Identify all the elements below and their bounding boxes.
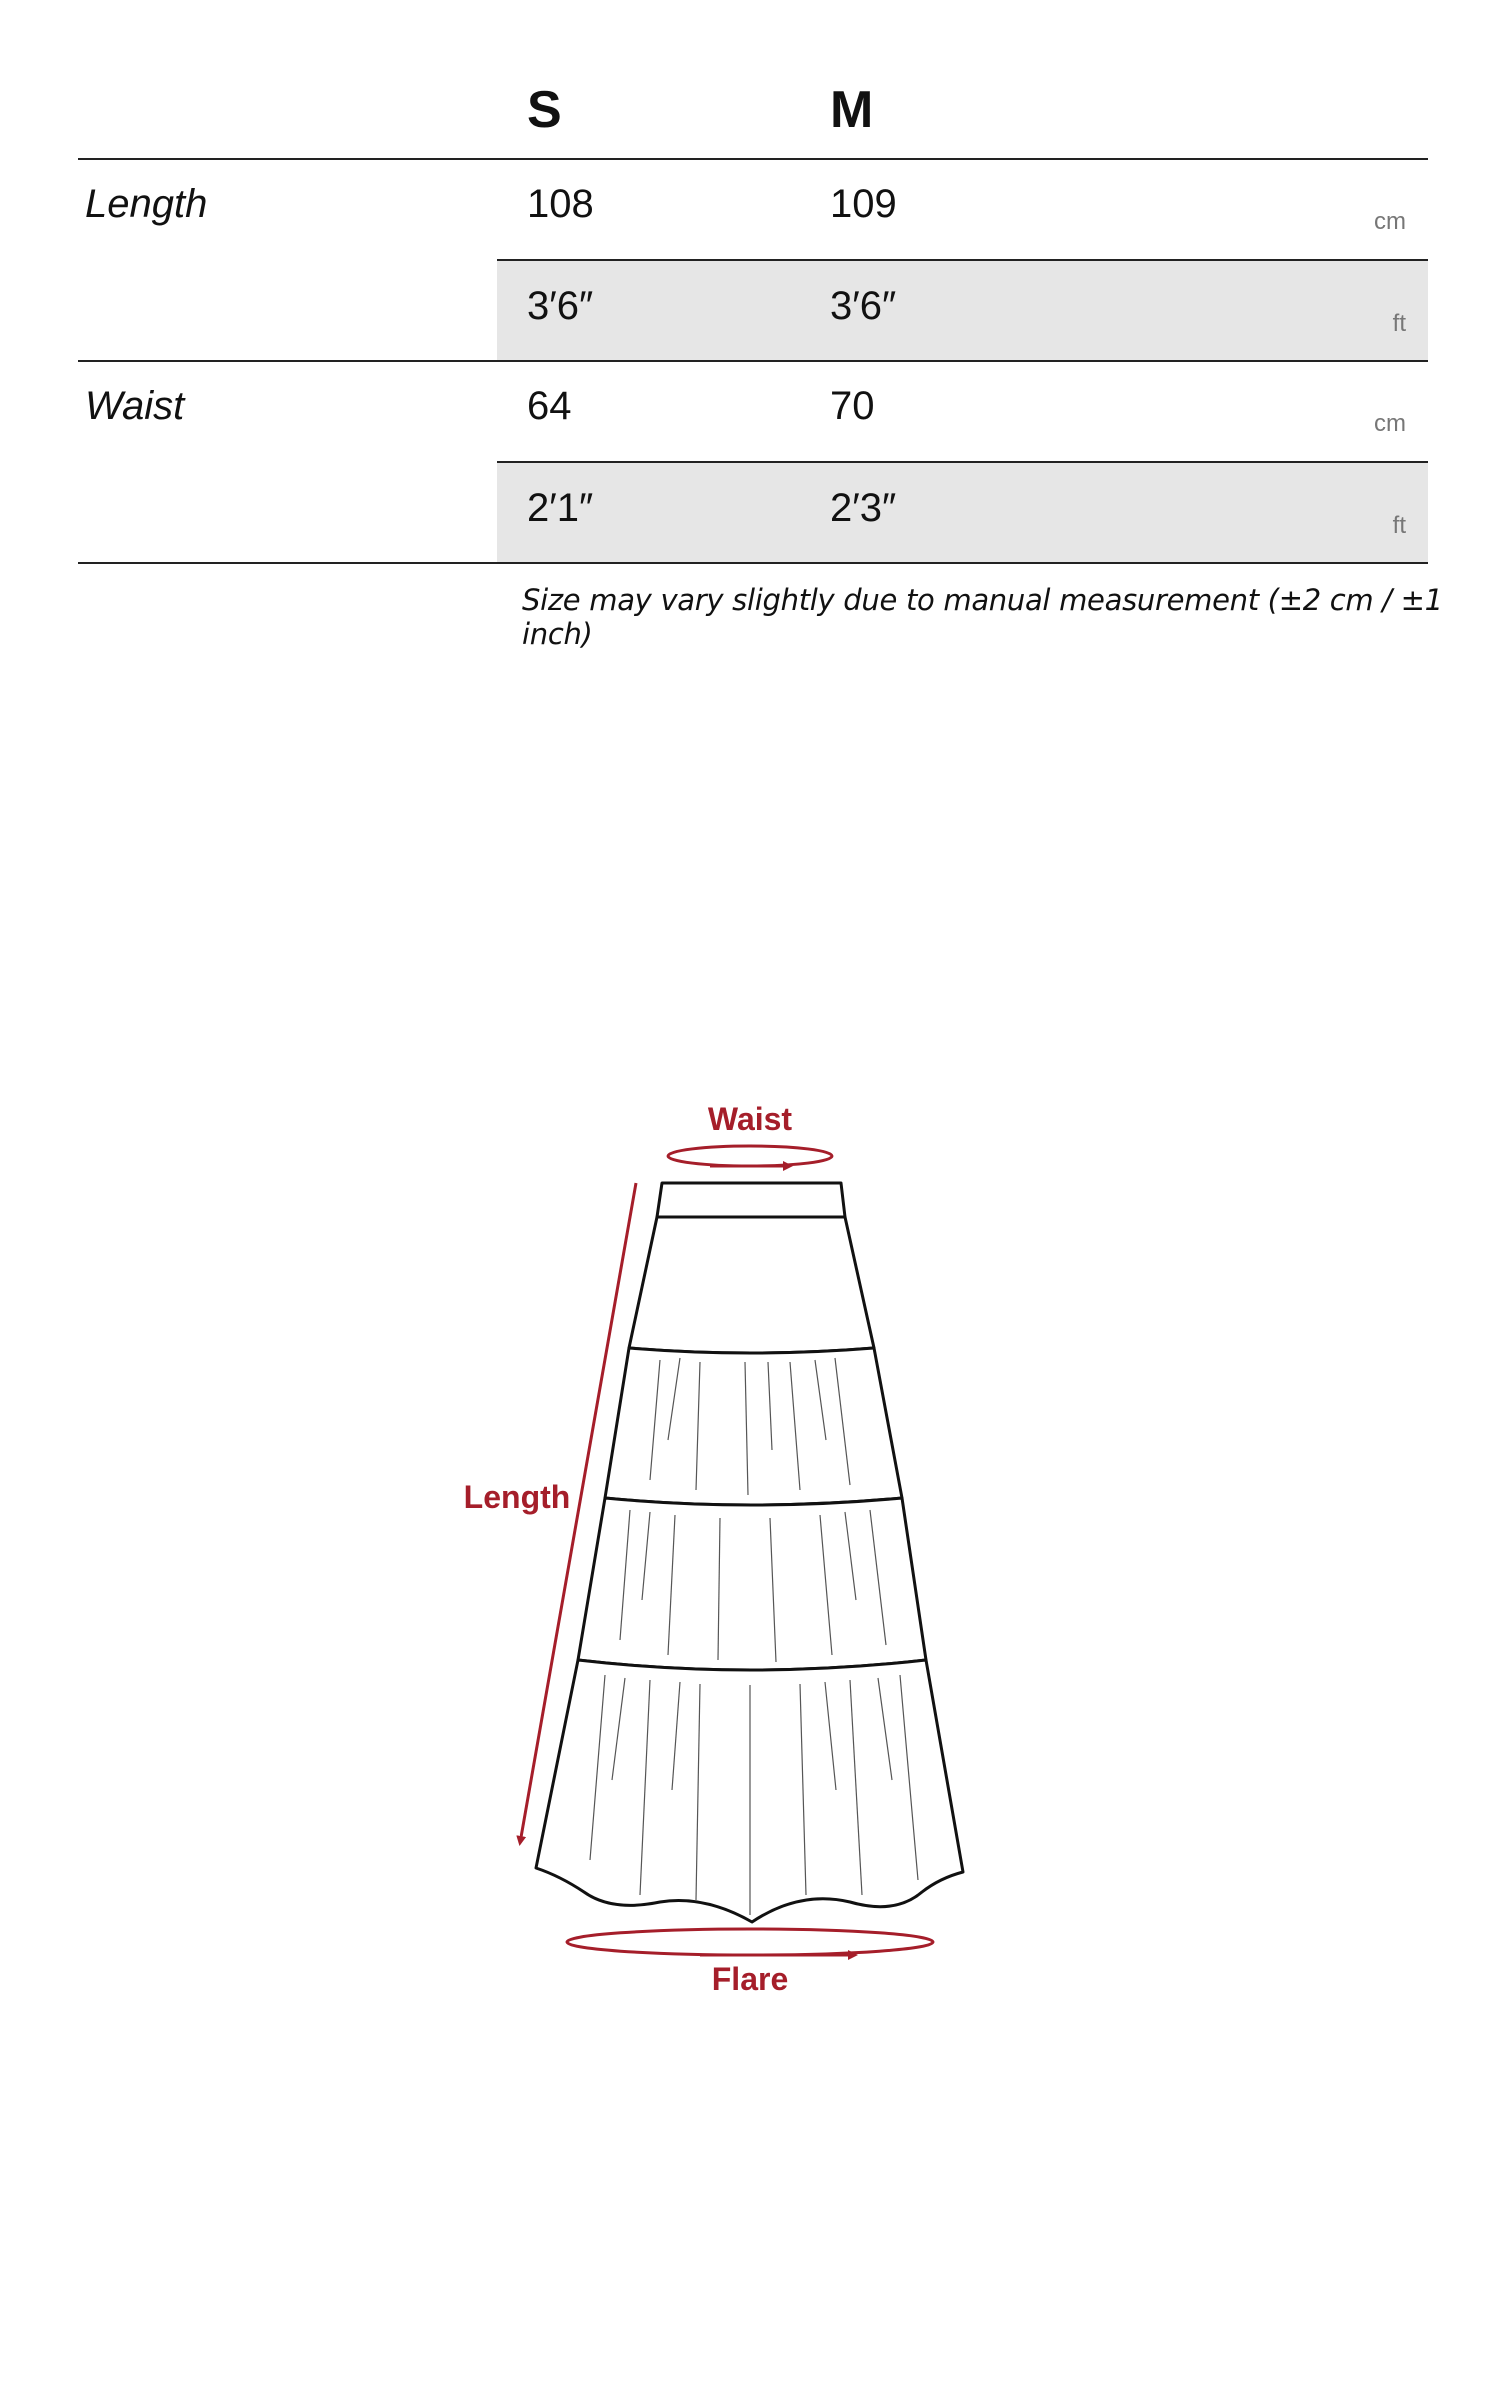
length-label: Length xyxy=(463,1479,571,1515)
waist-m-ft: 2′3″ xyxy=(830,486,897,530)
waist-label: Waist xyxy=(707,1101,793,1137)
length-m-cm: 109 xyxy=(830,182,897,226)
skirt-tier-2 xyxy=(578,1498,926,1670)
length-m-ft: 3′6″ xyxy=(830,284,897,328)
waist-unit-ft: ft xyxy=(1392,512,1406,539)
measurement-note: Size may vary slightly due to manual measurement (±2 cm / ±1 inch) xyxy=(522,583,1443,651)
waist-arrow xyxy=(668,1146,832,1166)
size-header-m: M xyxy=(830,81,874,139)
length-s-ft: 3′6″ xyxy=(527,284,594,328)
row-label-waist: Waist xyxy=(85,384,185,428)
length-unit-ft: ft xyxy=(1392,310,1406,337)
skirt-yoke xyxy=(629,1217,874,1353)
waist-unit-cm: cm xyxy=(1374,410,1406,437)
waist-m-cm: 70 xyxy=(830,384,875,428)
length-unit-cm: cm xyxy=(1374,208,1406,235)
size-header-s: S xyxy=(527,81,562,139)
waist-s-cm: 64 xyxy=(527,384,572,428)
length-s-cm: 108 xyxy=(527,182,594,226)
waistband xyxy=(657,1183,845,1217)
row-label-length: Length xyxy=(85,182,208,226)
flare-label: Flare xyxy=(711,1961,789,1997)
flare-arrow xyxy=(567,1929,933,1955)
skirt-tier-1 xyxy=(605,1348,902,1505)
waist-s-ft: 2′1″ xyxy=(527,486,594,530)
